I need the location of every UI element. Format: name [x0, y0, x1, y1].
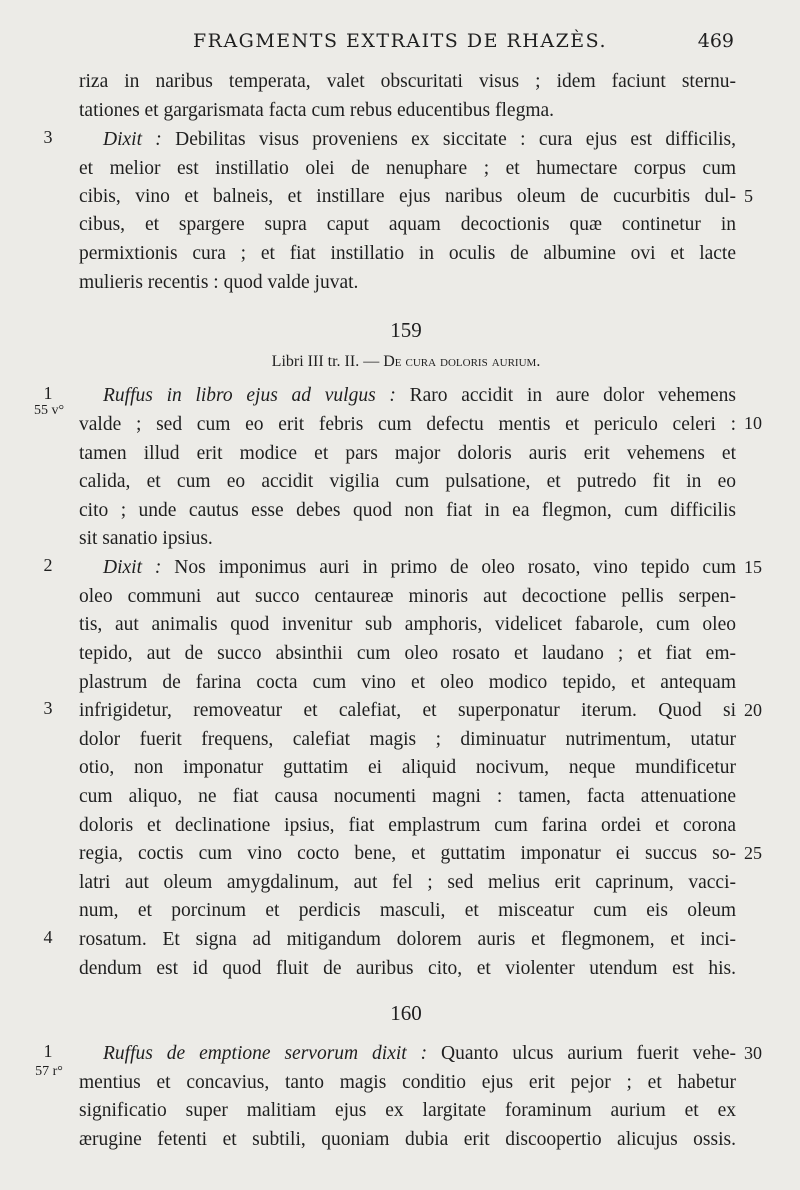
- text-line: sit sanatio ipsius.: [79, 528, 213, 549]
- line-number: 20: [744, 700, 762, 720]
- paragraph-number: 4: [43, 927, 53, 947]
- text-line: infrigidetur, removeatur et calefiat, et superponatur iterum. Quod si: [79, 700, 736, 721]
- paragraph-number: 3: [43, 698, 53, 718]
- text-line: latri aut oleum amygdalinum, aut fel ; sed melius erit caprinum, vacci-: [79, 872, 736, 893]
- text-line: tamen illud erit modice et pars major doloris auris erit vehemens et: [79, 443, 736, 464]
- speaker-lead: Dixit :: [103, 557, 162, 578]
- folio-reference: 57 r°: [35, 1064, 63, 1079]
- text-line: num, et porcinum et perdicis masculi, et misceatur cum eis oleum: [79, 900, 736, 921]
- page-number: 469: [697, 30, 734, 52]
- speaker-lead: Ruffus de emptione servorum dixit :: [103, 1043, 428, 1064]
- text-line: cum aliquo, ne fiat causa nocumenti magni : tamen, facta attenuatione: [79, 786, 736, 807]
- line-number: 25: [744, 843, 762, 863]
- paragraph-number: 1: [43, 1041, 53, 1061]
- text-line: Ruffus in libro ejus ad vulgus : Raro accidit in aure dolor vehemens: [103, 385, 736, 406]
- line-number: 15: [744, 557, 762, 577]
- text-line: doloris et declinatione ipsius, fiat emplastrum cum farina ordei et corona: [79, 815, 736, 836]
- text-line: otio, non imponatur guttatim ei aliquid nocivum, neque mundificetur: [79, 757, 736, 778]
- line-number: 30: [744, 1043, 762, 1063]
- text-line: oleo communi aut succo centaureæ minoris aut decoctione pellis serpen-: [79, 586, 736, 607]
- text-line: Dixit : Nos imponimus auri in primo de oleo rosato, vino tepido cum: [103, 557, 737, 578]
- text-line: rosatum. Et signa ad mitigandum dolorem auris et flegmonem, et inci-: [79, 929, 736, 950]
- line-number: 10: [744, 413, 762, 433]
- text-line: permixtionis cura ; et fiat instillatio in oculis de albumine ovi et lacte: [79, 243, 736, 264]
- text-line: ærugine fetenti et subtili, quoniam dubia erit discoopertio alicujus ossis.: [79, 1129, 736, 1150]
- text-line: plastrum de farina cocta cum vino et oleo modico tepido, et antequam: [79, 672, 736, 693]
- text-line: significatio super malitiam ejus ex largitate foraminum aurium et ex: [79, 1100, 736, 1121]
- text-line: tationes et gargarismata facta cum rebus educentibus flegma.: [79, 100, 555, 121]
- text-line: dolor fuerit frequens, calefiat magis ; diminuatur nutrimentum, utatur: [79, 729, 736, 750]
- text-line: cito ; unde cautus esse debes quod non fiat in ea flegmon, cum difficilis: [79, 500, 736, 521]
- text-line: Dixit : Debilitas visus proveniens ex siccitate : cura ejus est difficilis,: [103, 129, 737, 150]
- text-line: mulieris recentis : quod valde juvat.: [79, 272, 359, 293]
- paragraph-number: 2: [43, 555, 53, 575]
- section-heading: Libri III tr. II. — De cura doloris aurium.: [271, 353, 541, 370]
- text-line: riza in naribus temperata, valet obscuritati visus ; idem faciunt sternu-: [79, 71, 736, 92]
- text-line: cibus, et spargere supra caput aquam decoctionis quæ continetur in: [79, 214, 736, 235]
- folio-reference: 55 v°: [33, 403, 65, 418]
- text-line: tis, aut animalis quod invenitur sub amphoris, videlicet fabarole, cum oleo: [79, 614, 736, 635]
- line-number: 5: [744, 186, 753, 206]
- paragraph-number: 3: [43, 127, 53, 147]
- text-line: regia, coctis cum vino cocto bene, et guttatim imponatur ei succus so-: [79, 843, 736, 864]
- text-line: mentius et concavius, tanto magis conditio ejus erit pejor ; et habetur: [79, 1072, 736, 1093]
- speaker-lead: Dixit :: [103, 129, 162, 150]
- text-line: cibis, vino et balneis, et instillare ejus naribus oleum de cucurbitis dul-: [79, 186, 736, 207]
- running-header-title: FRAGMENTS EXTRAITS DE RHAZÈS.: [192, 30, 608, 52]
- section-number: 160: [390, 1001, 422, 1025]
- text-line: et melior est instillatio olei de nenuphare ; et humectare corpus cum: [79, 158, 736, 179]
- text-line: Ruffus de emptione servorum dixit : Quanto ulcus aurium fuerit vehe-: [103, 1043, 736, 1064]
- section-number: 159: [390, 318, 422, 342]
- paragraph-number: 1: [43, 383, 53, 403]
- text-line: dendum est id quod fluit de auribus cito, et violenter utendum est his.: [79, 958, 736, 979]
- text-line: valde ; sed cum eo erit febris cum defectu mentis et periculo celeri :: [79, 414, 736, 435]
- speaker-lead: Ruffus in libro ejus ad vulgus :: [103, 385, 396, 406]
- text-line: tepido, aut de succo absinthii cum oleo rosato et laudano ; et fiat em-: [79, 643, 736, 664]
- text-line: calida, et cum eo accidit vigilia cum pulsatione, et putredo fit in eo: [79, 471, 736, 492]
